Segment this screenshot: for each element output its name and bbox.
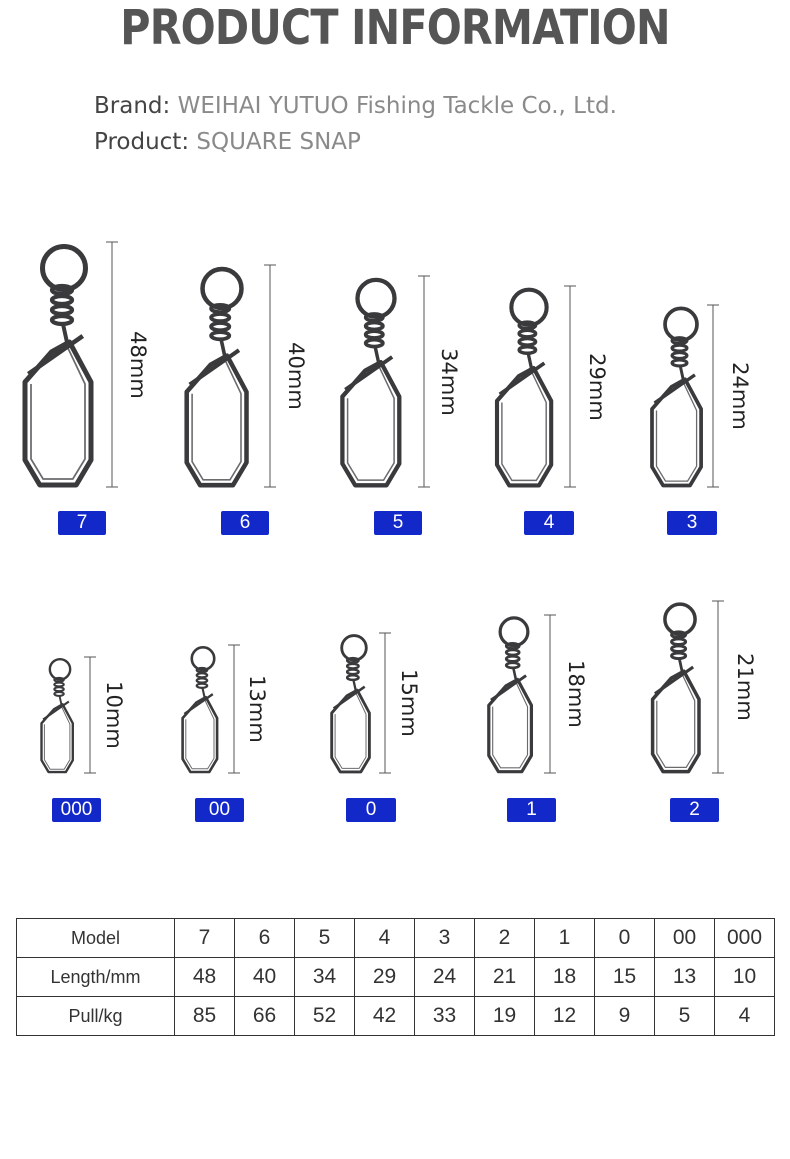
snap-model-badge: 1: [507, 798, 556, 822]
table-cell: 10: [715, 958, 775, 997]
table-cell: 34: [295, 958, 355, 997]
brand-label: Brand:: [94, 93, 171, 119]
table-row: [17, 958, 775, 997]
table-cell: 4: [715, 997, 775, 1036]
table-cell: 6: [235, 919, 295, 958]
page-title: PRODUCT INFORMATION: [120, 0, 670, 56]
table-cell: 5: [295, 919, 355, 958]
snap-length-label: 40mm: [284, 342, 308, 410]
snap-length-label: 15mm: [397, 669, 421, 737]
table-cell: 42: [355, 997, 415, 1036]
snap-model-badge: 6: [221, 511, 269, 535]
snap-length-label: 13mm: [245, 675, 269, 743]
table-cell: 85: [175, 997, 235, 1036]
row-header-pull: Pull/kg: [17, 997, 175, 1036]
snap-model-badge: 3: [667, 511, 717, 535]
table-cell: 0: [595, 919, 655, 958]
table-cell: 2: [475, 919, 535, 958]
table-cell: 24: [415, 958, 475, 997]
snap-model-badge: 5: [374, 511, 422, 535]
snap-coil: [672, 646, 686, 652]
snap-coil: [672, 653, 686, 659]
snap-length-label: 18mm: [564, 660, 588, 728]
snap-coil: [672, 639, 686, 645]
snap-model-badge: 00: [195, 798, 244, 822]
product-value: SQUARE SNAP: [196, 129, 361, 155]
snap-eye-ring: [665, 604, 695, 634]
table-cell: 48: [175, 958, 235, 997]
table-cell: 00: [655, 919, 715, 958]
table-cell: 40: [235, 958, 295, 997]
snap-length-label: 24mm: [728, 362, 752, 430]
table-cell: 9: [595, 997, 655, 1036]
snap-model-badge: 7: [58, 511, 106, 535]
table-cell: 7: [175, 919, 235, 958]
table-cell: 13: [655, 958, 715, 997]
table-cell: 4: [355, 919, 415, 958]
table-row: [17, 919, 775, 958]
snap-length-label: 34mm: [437, 347, 461, 416]
table-cell: 18: [535, 958, 595, 997]
table-cell: 1: [535, 919, 595, 958]
table-cell: 52: [295, 997, 355, 1036]
table-cell: 29: [355, 958, 415, 997]
snap-length-label: 21mm: [733, 653, 757, 721]
table-cell: 5: [655, 997, 715, 1036]
snap-length-label: 10mm: [102, 681, 126, 749]
table-cell: 21: [475, 958, 535, 997]
table-cell: 000: [715, 919, 775, 958]
snap-length-label: 48mm: [126, 330, 150, 399]
brand-value: WEIHAI YUTUO Fishing Tackle Co., Ltd.: [177, 93, 617, 119]
spec-table: [16, 918, 775, 1036]
table-cell: 19: [475, 997, 535, 1036]
snap-model-badge: 2: [670, 798, 719, 822]
table-cell: 3: [415, 919, 475, 958]
row-header-length: Length/mm: [17, 958, 175, 997]
snap-length-label: 29mm: [585, 352, 609, 421]
table-row: [17, 997, 775, 1036]
snap-model-badge: 4: [524, 511, 574, 535]
table-cell: 33: [415, 997, 475, 1036]
snap-model-badge: 000: [52, 798, 101, 822]
product-label: Product:: [94, 129, 190, 155]
table-cell: 12: [535, 997, 595, 1036]
table-cell: 15: [595, 958, 655, 997]
row-header-model: Model: [17, 919, 175, 958]
table-cell: 66: [235, 997, 295, 1036]
snap-model-badge: 0: [346, 798, 396, 822]
